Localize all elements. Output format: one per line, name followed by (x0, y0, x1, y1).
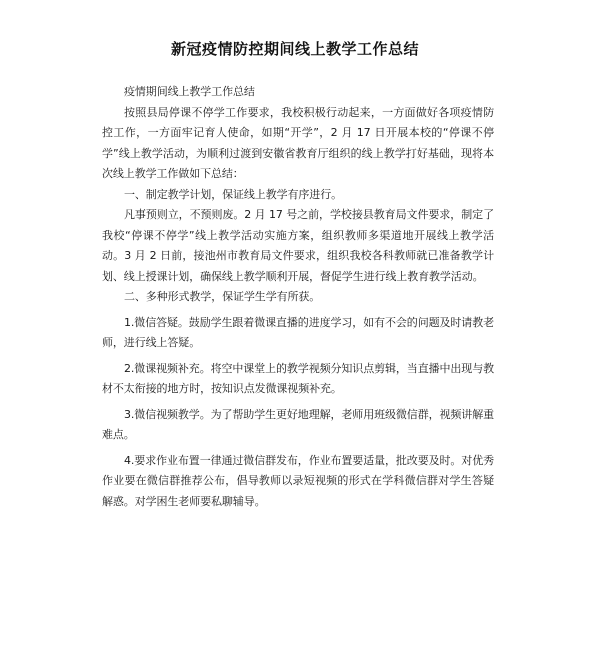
paragraph-item-2: 2.微课视频补充。将空中课堂上的教学视频分知识点剪辑，当直播中出现与教材不太衔接的地方时，按知识点发微课视频补充。 (102, 361, 494, 395)
section-heading-1: 一、制定教学计划，保证线上教学有序进行。 (124, 187, 342, 201)
paragraph-subtitle: 疫情期间线上教学工作总结 (124, 85, 255, 98)
paragraph-item-1: 1.微信答疑。鼓励学生跟着微课直播的进度学习，如有不会的问题及时请教老师，进行线上答疑。 (102, 315, 494, 349)
document-title: 新冠疫情防控期间线上教学工作总结 (170, 40, 419, 58)
paragraph-item-4: 4.要求作业布置一律通过微信群发布，作业布置要适量，批改要及时。对优秀作业要在微信群推荐公布，倡导教师以录短视频的形式在学科微信群对学生答疑解惑。对学困生老师要私聊辅导。 (102, 453, 494, 508)
paragraph-intro: 按照县局停课不停学工作要求，我校积极行动起来，一方面做好各项疫情防控工作，一方面牢记育人使命，如期“开学”，2 月 17 日开展本校的“停课不停学”线上教学活动，为顺利过渡到安徽省教育厅组织的线上教学打好基础，现将本次线上教学工作做如下总结： (102, 105, 494, 180)
section-heading-2: 二、多种形式教学，保证学生学有所获。 (124, 290, 321, 303)
paragraph-plan: 凡事预则立，不预则废。2 月 17 号之前，学校接县教育局文件要求，制定了我校“停课不停学”线上教学活动实施方案，组织教师多渠道地开展线上教学活动。3 月 2 日前，接池州市教育局文件要求，组织我校各科教师就已准备教学计划、线上授课计划，确保线上教学顺利开展，督促学生进行线上教育教学活动。 (102, 208, 494, 283)
document-body (102, 82, 494, 512)
paragraph-item-3: 3.微信视频教学。为了帮助学生更好地理解，老师用班级微信群，视频讲解重难点。 (102, 407, 494, 441)
